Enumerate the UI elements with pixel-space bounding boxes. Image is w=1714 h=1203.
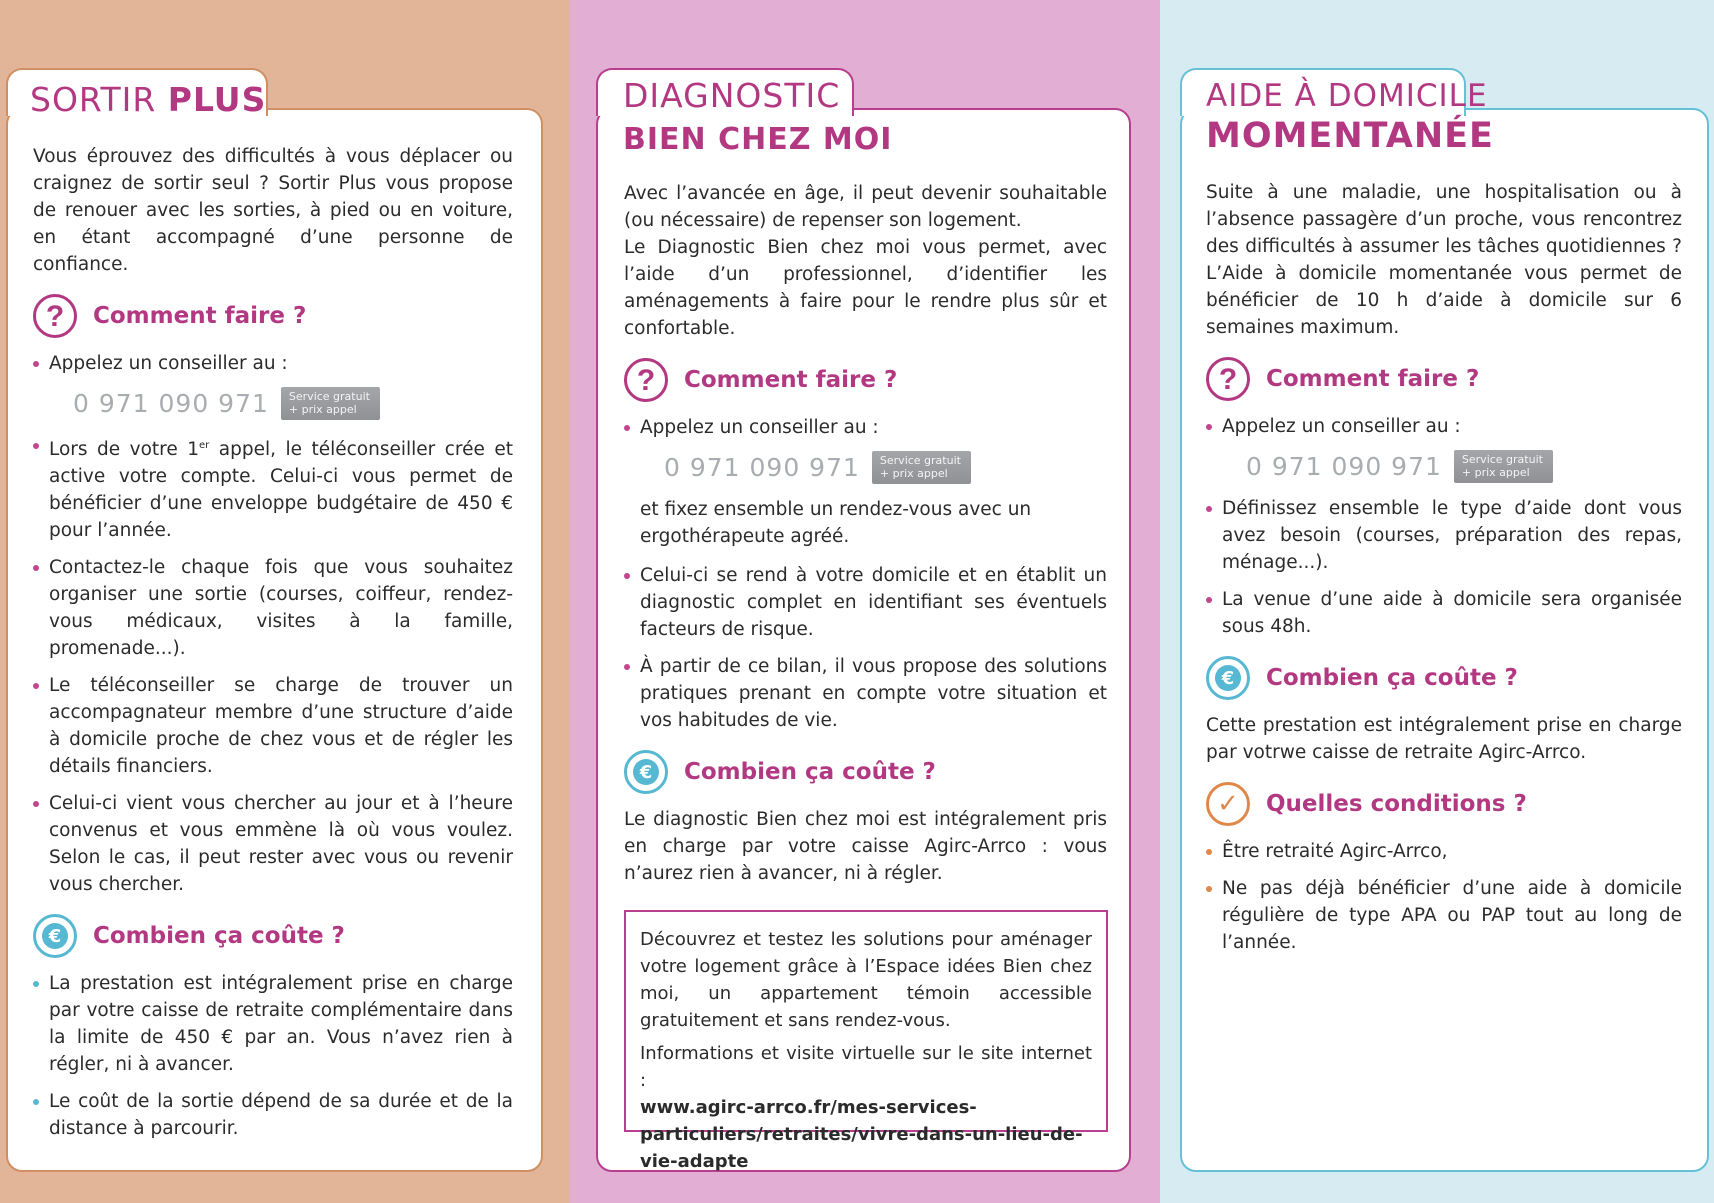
check-icon: ✓ (1206, 782, 1250, 826)
question-icon: ? (624, 358, 668, 402)
panel3-conditions-title: Quelles conditions ? (1266, 790, 1527, 817)
phone-badge: Service gratuit + prix appel (872, 451, 971, 484)
panel1-title (30, 80, 266, 120)
info-box-link[interactable]: www.agirc-arrco.fr/mes-services-particuliers/retraites/vivre-dans-un-lieu-de-vie-adapte (640, 1097, 1083, 1172)
panel3-phone[interactable] (1246, 450, 1682, 483)
question-icon: ? (33, 294, 77, 338)
panel3-how-list (1206, 413, 1682, 440)
panel2-intro-1: Avec l’avancée en âge, il peut devenir souhaitable (ou nécessaire) de repenser son logement. (624, 183, 1107, 231)
euro-icon (624, 750, 668, 794)
panel2-cost-heading (624, 748, 1107, 796)
panel1-content (33, 143, 513, 1152)
info-box-label: Informations et visite virtuelle sur le site internet : (640, 1043, 1092, 1091)
phone-number[interactable]: 0 971 090 971 (1246, 452, 1442, 481)
panel2-how-title: Comment faire ? (684, 366, 898, 393)
list-item: Celui-ci vient vous chercher au jour et à l’heure convenus et vous emmène là où vous voulez. Selon le cas, il peut rester avec vous ou revenir vous chercher. (33, 790, 513, 898)
panel3-how-title: Comment faire ? (1266, 365, 1480, 392)
list-item: Appelez un conseiller au : (33, 350, 513, 377)
euro-icon (1206, 656, 1250, 700)
panel2-after-phone: et fixez ensemble un rendez-vous avec un ergothérapeute agréé. (640, 499, 1032, 547)
panel3-conditions-list (1206, 838, 1682, 956)
panel2-how-heading (624, 356, 1107, 404)
list-item: Ne pas déjà bénéficier d’une aide à domicile régulière de type APA ou PAP tout au long de l’année. (1206, 875, 1682, 956)
panel3-title-line2: MOMENTANÉE (1206, 116, 1494, 156)
panel1-cost-heading (33, 912, 513, 960)
phone-badge: Service gratuit + prix appel (1454, 450, 1553, 483)
panel2-intro-2: Le Diagnostic Bien chez moi vous permet, avec l’aide d’un professionnel, d’identifier les aménagements à faire pour le rendre plus sûr et confortable. (624, 237, 1107, 339)
panel1-title-light: SORTIR (30, 80, 168, 119)
panel1-how-heading (33, 292, 513, 340)
panel3-how-steps (1206, 495, 1682, 640)
panel2-cost-title: Combien ça coûte ? (684, 758, 936, 785)
list-item: Contactez-le chaque fois que vous souhaitez organiser une sortie (courses, coiffeur, rendez-vous médicaux, visites à la famille, promenade...). (33, 554, 513, 662)
panel3-cost-heading (1206, 654, 1682, 702)
panel3-cost-title: Combien ça coûte ? (1266, 664, 1518, 691)
panel3-content (1206, 179, 1682, 966)
panel2-cost-text: Le diagnostic Bien chez moi est intégralement pris en charge par votre caisse Agirc-Arrco : vous n’aurez rien à avancer, ni à régler. (624, 809, 1107, 884)
panel1-cost-title: Combien ça coûte ? (93, 922, 345, 949)
euro-icon-glyph: € (42, 923, 68, 949)
list-item: Appelez un conseiller au : (1206, 413, 1682, 440)
panel1-phone[interactable] (73, 387, 513, 420)
panel2-content (624, 180, 1107, 901)
list-item: Appelez un conseiller au : (624, 414, 1107, 441)
phone-number[interactable]: 0 971 090 971 (664, 453, 860, 482)
info-box-text: Découvrez et testez les solutions pour aménager votre logement grâce à l’Espace idées Bien chez moi, un appartement témoin accessible gratuitement et sans rendez-vous. (640, 929, 1092, 1031)
list-item: La venue d’une aide à domicile sera organisée sous 48h. (1206, 586, 1682, 640)
panel2-info-box (624, 910, 1108, 1172)
euro-icon-glyph: € (633, 759, 659, 785)
euro-icon (33, 914, 77, 958)
panel1-intro: Vous éprouvez des difficultés à vous déplacer ou craignez de sortir seul ? Sortir Plus vous propose de renouer avec les sorties, à pied ou en voiture, en étant accompagné d’une personne de confiance. (33, 146, 513, 275)
panel3-intro: Suite à une maladie, une hospitalisation ou à l’absence passagère d’un proche, vous rencontrez des difficultés à assumer les tâches quotidiennes ? L’Aide à domicile momentanée vous permet de bénéficier de 10 h d’aide à domicile sur 6 semaines maximum. (1206, 182, 1682, 338)
panel2-how-steps (624, 562, 1107, 734)
panel2-phone[interactable] (664, 451, 1107, 484)
list-item: Le coût de la sortie dépend de sa durée et de la distance à parcourir. (33, 1088, 513, 1142)
panel1-how-title: Comment faire ? (93, 302, 307, 329)
panel2-title-line2: BIEN CHEZ MOI (623, 122, 893, 157)
panel3-cost-text: Cette prestation est intégralement prise en charge par votrwe caisse de retraite Agirc-Arrco. (1206, 715, 1682, 763)
panel1-title-bold: PLUS (167, 80, 267, 119)
list-item: Celui-ci se rend à votre domicile et en établit un diagnostic complet en identifiant ses éventuels facteurs de risque. (624, 562, 1107, 643)
list-item: Définissez ensemble le type d’aide dont vous avez besoin (courses, préparation des repas, ménage...). (1206, 495, 1682, 576)
phone-number[interactable]: 0 971 090 971 (73, 389, 269, 418)
list-item: À partir de ce bilan, il vous propose des solutions pratiques prenant en compte votre situation et vos habitudes de vie. (624, 653, 1107, 734)
panel1-how-list (33, 350, 513, 377)
panel2-how-list (624, 414, 1107, 441)
panel3-title-line1: AIDE À DOMICILE (1206, 78, 1488, 114)
panel3-conditions-heading (1206, 780, 1682, 828)
panel3-how-heading (1206, 355, 1682, 403)
phone-badge: Service gratuit + prix appel (281, 387, 380, 420)
list-item: Lors de votre 1er appel, le téléconseiller crée et active votre compte. Celui-ci vous permet de bénéficier d’une enveloppe budgétaire de 450 € pour l’année. (33, 432, 513, 544)
list-item: Le téléconseiller se charge de trouver un accompagnateur membre d’une structure d’aide à domicile proche de chez vous et de régler les détails financiers. (33, 672, 513, 780)
question-icon: ? (1206, 357, 1250, 401)
panel1-how-steps (33, 432, 513, 898)
list-item: La prestation est intégralement prise en charge par votre caisse de retraite complémentaire dans la limite de 450 € par an. Vous n’avez rien à régler, ni à avancer. (33, 970, 513, 1078)
panel1-cost-list (33, 970, 513, 1142)
euro-icon-glyph: € (1215, 665, 1241, 691)
panel2-title-line1: DIAGNOSTIC (623, 76, 841, 115)
list-item: Être retraité Agirc-Arrco, (1206, 838, 1682, 865)
